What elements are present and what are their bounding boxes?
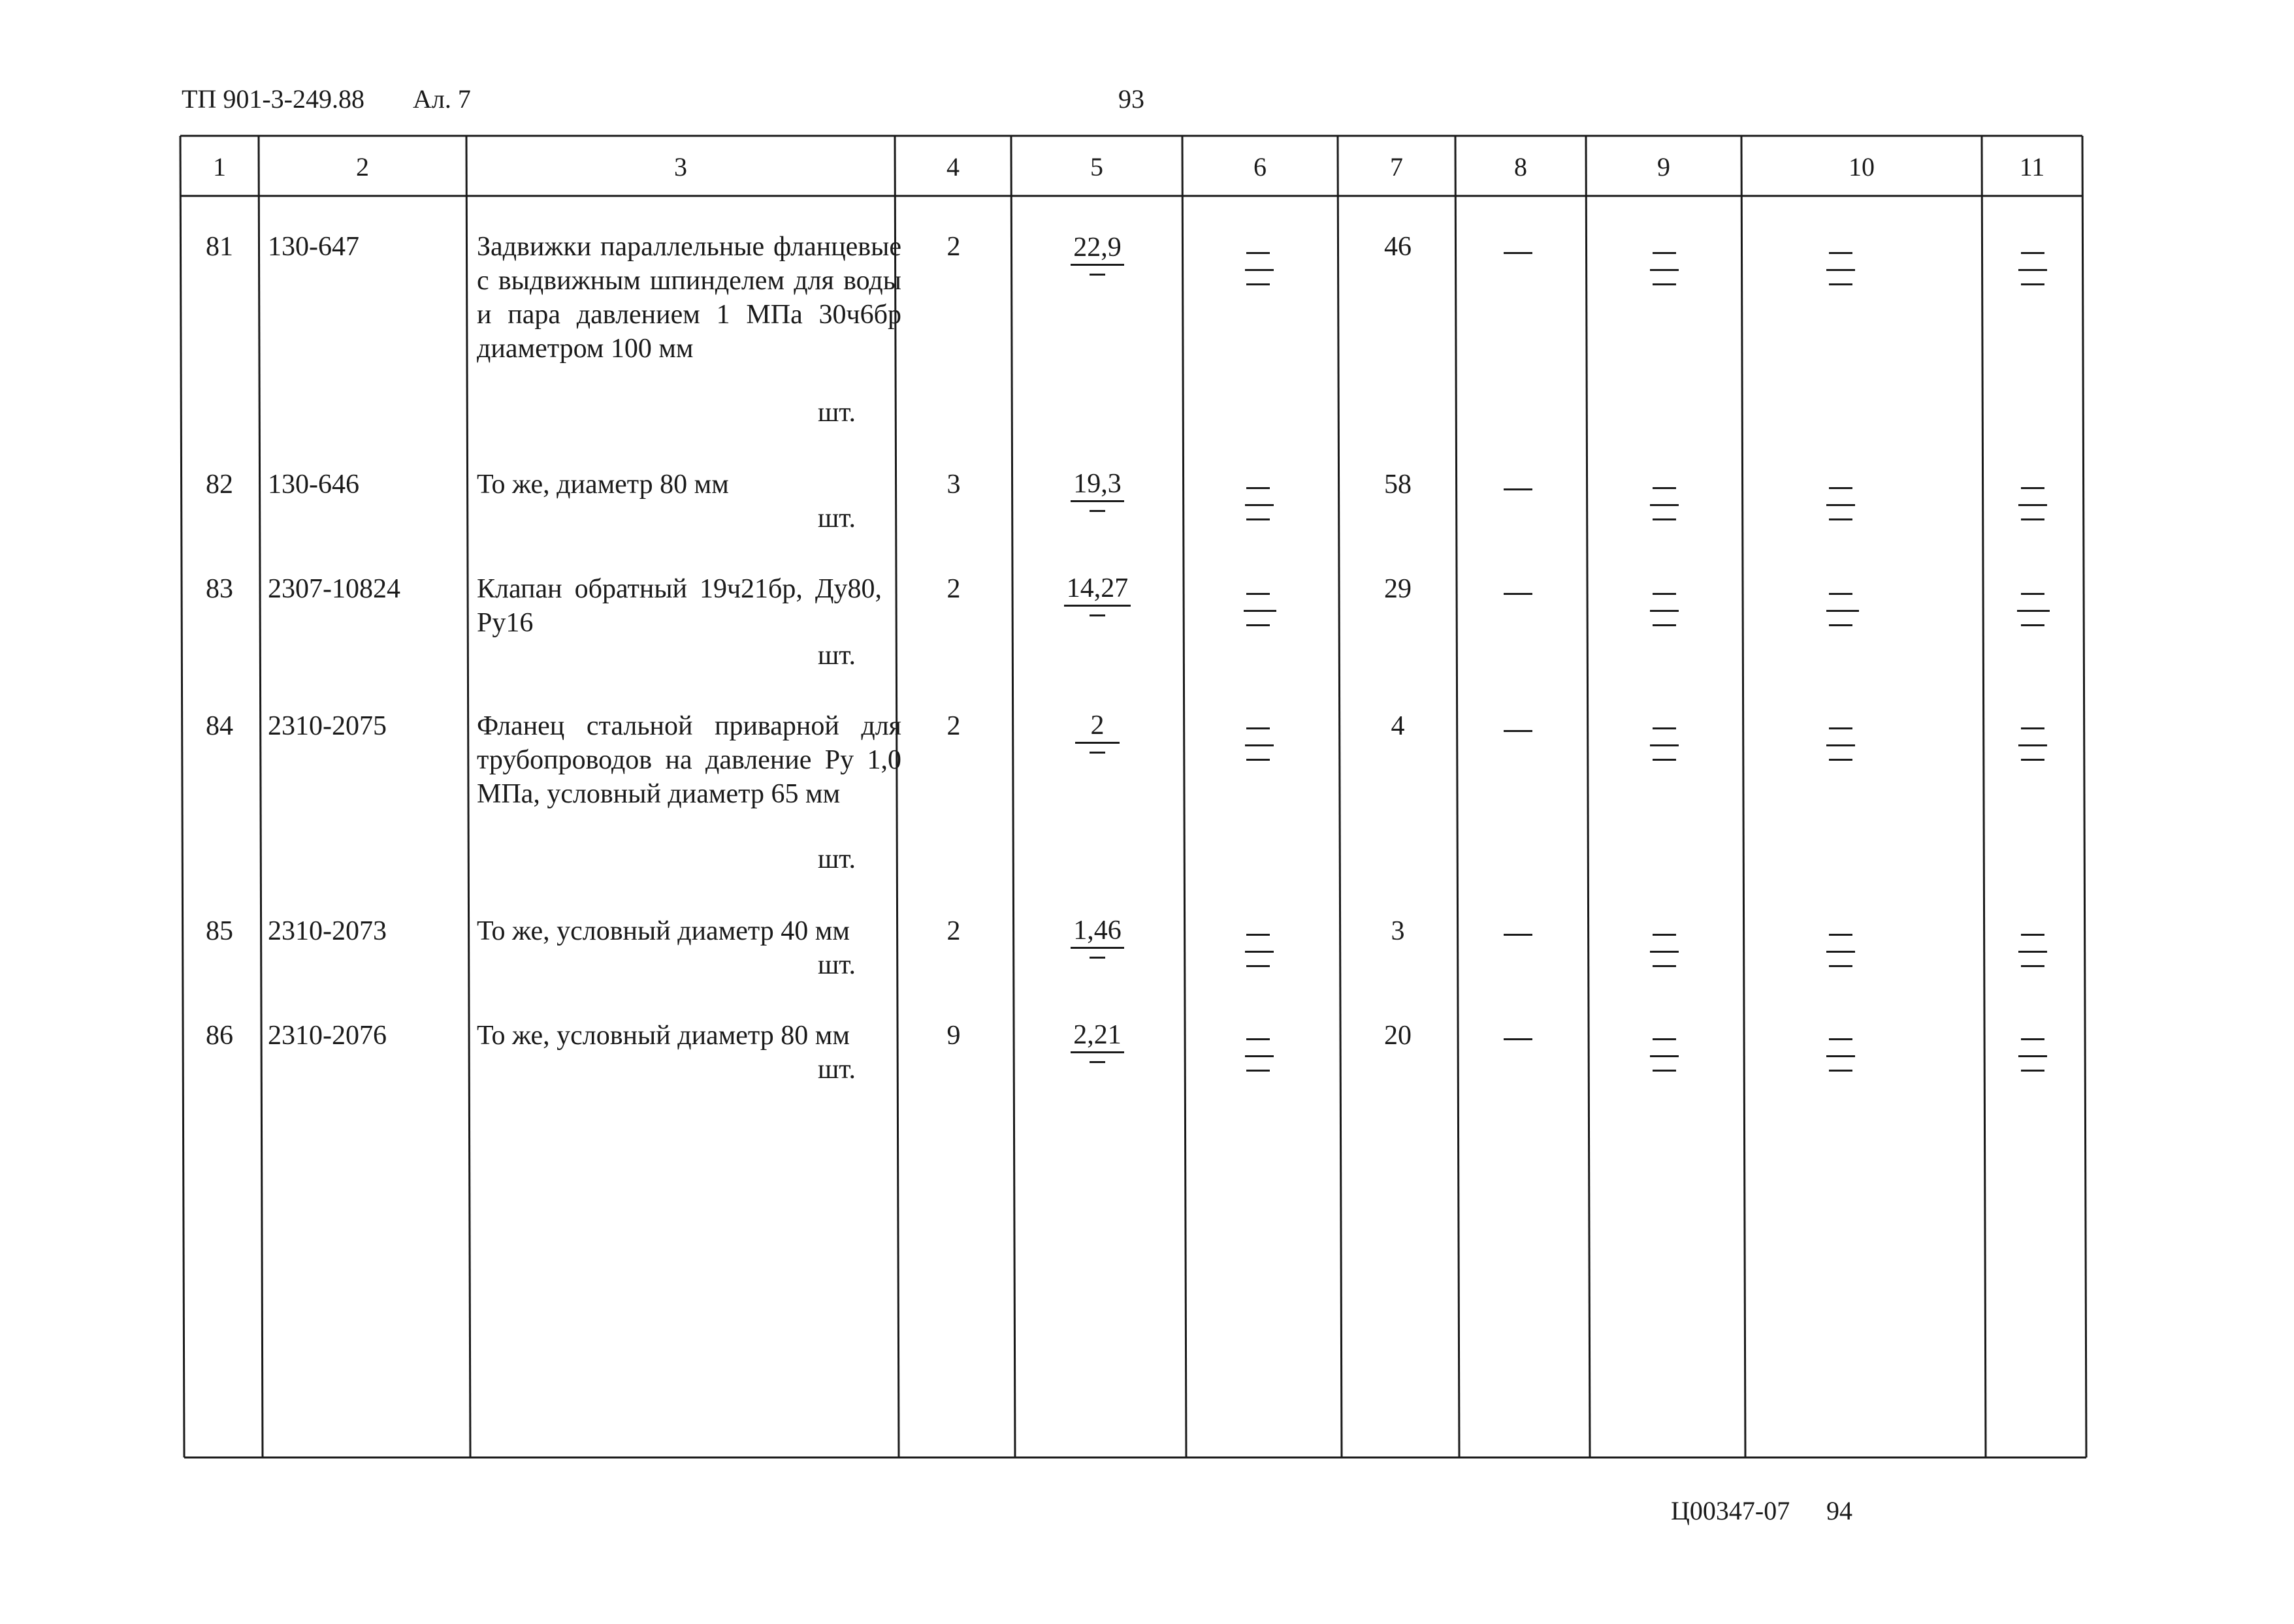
dash-icon bbox=[1653, 518, 1676, 520]
column-header: 11 bbox=[2019, 152, 2045, 182]
dash-icon bbox=[1650, 504, 1679, 506]
dash-icon bbox=[2021, 1070, 2044, 1072]
dash-icon bbox=[1504, 1038, 1532, 1040]
dash-icon bbox=[2021, 624, 2044, 626]
dash-icon bbox=[1829, 283, 1852, 285]
item-code: 130-646 bbox=[268, 470, 359, 500]
dash-icon bbox=[1084, 1053, 1110, 1069]
dash-icon bbox=[1829, 624, 1852, 626]
unit-mass-fraction bbox=[1058, 710, 1137, 759]
dash-icon bbox=[1084, 744, 1110, 759]
item-quantity: 2 bbox=[946, 574, 961, 604]
dash-icon bbox=[1244, 610, 1276, 612]
dash-icon bbox=[1504, 252, 1532, 254]
column-header: 8 bbox=[1514, 152, 1527, 182]
dash-icon bbox=[2018, 1055, 2047, 1057]
column-header: 1 bbox=[213, 152, 226, 182]
column-header: 5 bbox=[1090, 152, 1103, 182]
dash-icon bbox=[1829, 518, 1852, 520]
dash-icon bbox=[1504, 730, 1532, 732]
total-mass: 3 bbox=[1391, 916, 1405, 946]
row-number: 84 bbox=[206, 711, 233, 741]
unit-mass-fraction bbox=[1058, 469, 1137, 518]
dash-icon bbox=[2021, 759, 2044, 761]
dash-icon bbox=[1246, 487, 1270, 489]
dash-icon bbox=[1653, 593, 1676, 595]
dash-icon bbox=[1826, 951, 1855, 953]
item-unit: шт. bbox=[817, 398, 856, 428]
dash-icon bbox=[1653, 283, 1676, 285]
dash-icon bbox=[1650, 1055, 1679, 1057]
dash-icon bbox=[1084, 502, 1110, 518]
dash-icon bbox=[1650, 744, 1679, 746]
dash-icon bbox=[1829, 593, 1852, 595]
dash-icon bbox=[1826, 610, 1859, 612]
row-number: 85 bbox=[206, 916, 233, 946]
item-description: Клапан обратный 19ч21бр, Ду80, Ру16 bbox=[477, 574, 882, 638]
dash-icon bbox=[1245, 951, 1274, 953]
item-code: 2310-2076 bbox=[268, 1021, 387, 1051]
dash-icon bbox=[2021, 487, 2044, 489]
item-quantity: 2 bbox=[946, 916, 961, 946]
dash-icon bbox=[1826, 269, 1855, 271]
dash-icon bbox=[1826, 1055, 1855, 1057]
dash-icon bbox=[2021, 934, 2044, 936]
dash-icon bbox=[1653, 727, 1676, 729]
item-description: То же, диаметр 80 мм bbox=[477, 470, 729, 500]
dash-icon bbox=[1653, 965, 1676, 967]
dash-icon bbox=[2017, 610, 2050, 612]
unit-mass-fraction bbox=[1058, 915, 1137, 964]
total-mass: 4 bbox=[1391, 711, 1405, 741]
archive-code: Ц00347-07 bbox=[1671, 1496, 1790, 1525]
dash-icon bbox=[1084, 949, 1110, 964]
dash-icon bbox=[1084, 266, 1110, 281]
item-quantity: 9 bbox=[946, 1021, 961, 1051]
dash-icon bbox=[1246, 965, 1270, 967]
dash-icon bbox=[2021, 593, 2044, 595]
dash-icon bbox=[1650, 610, 1679, 612]
item-unit: шт. bbox=[817, 503, 856, 533]
dash-icon bbox=[1246, 1038, 1270, 1040]
dash-icon bbox=[2018, 951, 2047, 953]
dash-icon bbox=[1245, 1055, 1274, 1057]
dash-icon bbox=[1829, 759, 1852, 761]
unit-mass: 2 bbox=[1075, 710, 1120, 744]
dash-icon bbox=[1245, 269, 1274, 271]
row-number: 86 bbox=[206, 1021, 233, 1051]
item-description: Фланец стальной приварной для трубопроводов на давление Ру 1,0 МПа, условный диаметр 65 мм bbox=[477, 711, 901, 809]
column-header: 7 bbox=[1390, 152, 1403, 182]
dash-icon bbox=[2018, 269, 2047, 271]
dash-icon bbox=[1653, 1038, 1676, 1040]
item-unit: шт. bbox=[817, 950, 856, 980]
dash-icon bbox=[2018, 744, 2047, 746]
dash-icon bbox=[1653, 934, 1676, 936]
dash-icon bbox=[1829, 965, 1852, 967]
dash-icon bbox=[1826, 744, 1855, 746]
dash-icon bbox=[1653, 487, 1676, 489]
column-header: 4 bbox=[946, 152, 960, 182]
dash-icon bbox=[2021, 518, 2044, 520]
column-header: 10 bbox=[1849, 152, 1875, 182]
item-code: 2310-2075 bbox=[268, 711, 387, 741]
total-mass: 46 bbox=[1384, 232, 1412, 262]
dash-icon bbox=[1653, 759, 1676, 761]
item-quantity: 2 bbox=[946, 711, 961, 741]
dash-icon bbox=[2021, 727, 2044, 729]
dash-icon bbox=[1650, 269, 1679, 271]
dash-icon bbox=[1829, 934, 1852, 936]
dash-icon bbox=[1245, 744, 1274, 746]
total-mass: 20 bbox=[1384, 1021, 1412, 1051]
unit-mass: 19,3 bbox=[1071, 469, 1124, 502]
item-code: 130-647 bbox=[268, 232, 359, 262]
unit-mass: 2,21 bbox=[1071, 1020, 1124, 1053]
item-code: 2307-10824 bbox=[268, 574, 400, 604]
dash-icon bbox=[1246, 934, 1270, 936]
unit-mass-fraction bbox=[1058, 1020, 1137, 1069]
row-number: 81 bbox=[206, 232, 233, 262]
dash-icon bbox=[2018, 504, 2047, 506]
dash-icon bbox=[1653, 624, 1676, 626]
row-number: 83 bbox=[206, 574, 233, 604]
page-number: 93 bbox=[1118, 84, 1144, 114]
dash-icon bbox=[2021, 965, 2044, 967]
item-unit: шт. bbox=[817, 641, 856, 671]
dash-icon bbox=[1826, 504, 1855, 506]
dash-icon bbox=[1246, 593, 1270, 595]
unit-mass-fraction bbox=[1058, 232, 1137, 281]
dash-icon bbox=[1246, 518, 1270, 520]
item-quantity: 3 bbox=[946, 470, 961, 500]
dash-icon bbox=[1246, 759, 1270, 761]
dash-icon bbox=[1829, 487, 1852, 489]
dash-icon bbox=[1829, 727, 1852, 729]
item-unit: шт. bbox=[817, 1055, 856, 1085]
archive-page-number: 94 bbox=[1826, 1496, 1852, 1525]
dash-icon bbox=[1829, 1070, 1852, 1072]
item-description: Задвижки параллельные фланцевые с выдвижным шпинделем для воды и пара давлением 1 МПа 30ч6бр диаметром 100 мм bbox=[477, 232, 901, 364]
column-header: 3 bbox=[674, 152, 687, 182]
unit-mass: 14,27 bbox=[1064, 573, 1131, 607]
column-header: 2 bbox=[356, 152, 369, 182]
dash-icon bbox=[1653, 1070, 1676, 1072]
doc-code: ТП 901-3-249.88 bbox=[182, 84, 364, 114]
dash-icon bbox=[1650, 951, 1679, 953]
dash-icon bbox=[1829, 1038, 1852, 1040]
dash-icon bbox=[1246, 624, 1270, 626]
unit-mass-fraction bbox=[1052, 573, 1143, 622]
dash-icon bbox=[1504, 934, 1532, 936]
dash-icon bbox=[1653, 252, 1676, 254]
total-mass: 29 bbox=[1384, 574, 1412, 604]
dash-icon bbox=[1084, 607, 1110, 622]
album-number: Ал. 7 bbox=[413, 84, 471, 114]
column-header: 6 bbox=[1253, 152, 1267, 182]
item-unit: шт. bbox=[817, 844, 856, 874]
dash-icon bbox=[1504, 593, 1532, 595]
dash-icon bbox=[1245, 504, 1274, 506]
unit-mass: 1,46 bbox=[1071, 915, 1124, 949]
dash-icon bbox=[1246, 1070, 1270, 1072]
dash-icon bbox=[2021, 283, 2044, 285]
dash-icon bbox=[2021, 252, 2044, 254]
dash-icon bbox=[1246, 252, 1270, 254]
item-code: 2310-2073 bbox=[268, 916, 387, 946]
dash-icon bbox=[2021, 1038, 2044, 1040]
row-number: 82 bbox=[206, 470, 233, 500]
item-description: То же, условный диаметр 80 мм bbox=[477, 1021, 850, 1051]
total-mass: 58 bbox=[1384, 470, 1412, 500]
dash-icon bbox=[1829, 252, 1852, 254]
column-header: 9 bbox=[1657, 152, 1670, 182]
dash-icon bbox=[1246, 283, 1270, 285]
item-description: То же, условный диаметр 40 мм bbox=[477, 916, 850, 946]
dash-icon bbox=[1246, 727, 1270, 729]
item-quantity: 2 bbox=[946, 232, 961, 262]
dash-icon bbox=[1504, 488, 1532, 490]
unit-mass: 22,9 bbox=[1071, 232, 1124, 266]
